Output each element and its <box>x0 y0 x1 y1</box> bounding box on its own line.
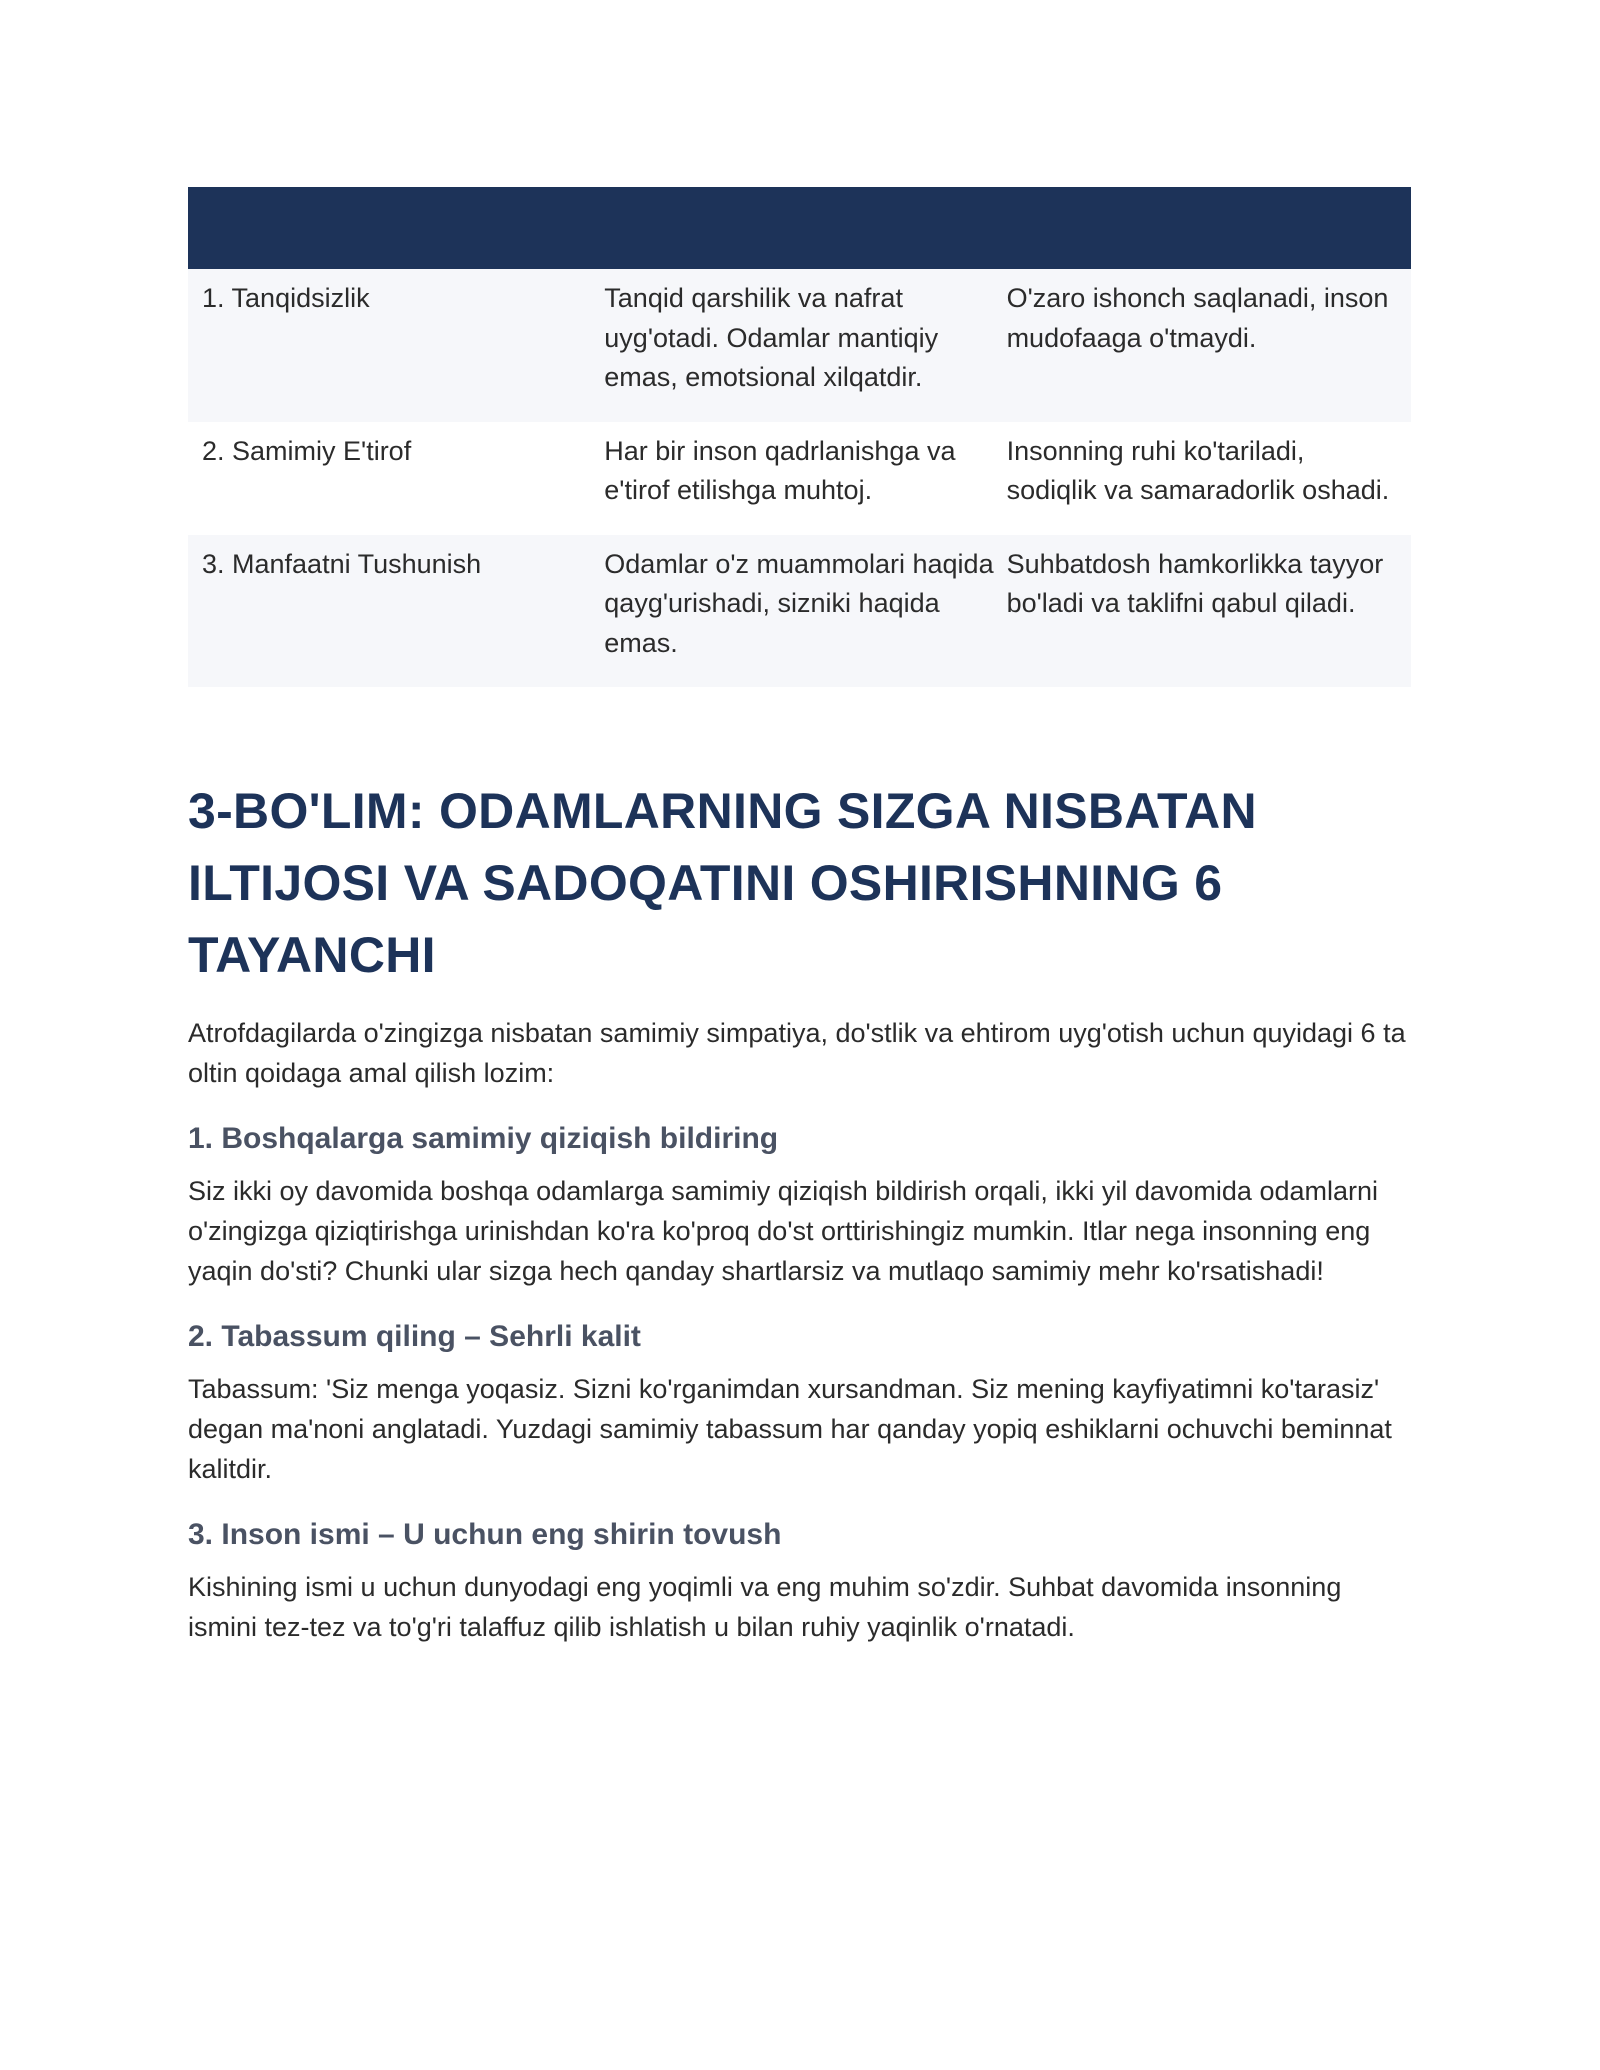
table-cell-principle: 3. Manfaatni Tushunish <box>202 548 482 579</box>
table-cell-reason: Odamlar o'z muammolari haqida qayg'urishadi, sizniki haqida emas. <box>604 548 994 658</box>
rule-text-2: Tabassum: 'Siz menga yoqasiz. Sizni ko'rganimdan xursandman. Siz mening kayfiyatimni ko'tarasiz' degan ma'noni anglatadi. Yuzdagi samimiy tabassum har qanday yopiq eshiklarni ochuvchi beminnat kalitdir. <box>188 1374 1392 1484</box>
table-cell-result: Insonning ruhi ko'tariladi, sodiqlik va samaradorlik oshadi. <box>1006 435 1390 505</box>
table-cell-result: Suhbatdosh hamkorlikka tayyor bo'ladi va taklifni qabul qiladi. <box>1006 548 1384 618</box>
table-cell-principle: 2. Samimiy E'tirof <box>202 435 412 466</box>
rule-heading-1: 1. Boshqalarga samimiy qiziqish bildiring <box>188 1122 779 1155</box>
table-row <box>188 269 1411 422</box>
table-cell-reason: Har bir inson qadrlanishga va e'tirof etilishga muhtoj. <box>604 435 956 505</box>
section-title: 3-BO'LIM: ODAMLARNING SIZGA NISBATAN ILTIJOSI VA SADOQATINI OSHIRISHNING 6 TAYANCHI <box>188 783 1257 983</box>
document-page <box>188 187 1411 1647</box>
table-header-bar <box>188 187 1411 269</box>
rule-text-3: Kishining ismi u uchun dunyodagi eng yoqimli va eng muhim so'zdir. Suhbat davomida insonning ismini tez-tez va to'g'ri talaffuz qilib ishlatish u bilan ruhiy yaqinlik o'rnatadi. <box>188 1572 1342 1642</box>
rule-heading-3: 3. Inson ismi – U uchun eng shirin tovush <box>188 1518 782 1551</box>
rule-heading-2: 2. Tabassum qiling – Sehrli kalit <box>188 1320 641 1353</box>
table-cell-result: O'zaro ishonch saqlanadi, inson mudofaaga o'tmaydi. <box>1006 283 1389 353</box>
principles-table <box>188 187 1411 687</box>
table-cell-reason: Tanqid qarshilik va nafrat uyg'otadi. Odamlar mantiqiy emas, emotsional xilqatdir. <box>604 283 939 392</box>
table-cell-principle: 1. Tanqidsizlik <box>202 283 370 313</box>
rule-text-1: Siz ikki oy davomida boshqa odamlarga samimiy qiziqish bildirish orqali, ikki yil davomida odamlarni o'zingizga qiziqtirishga urinishdan ko'ra ko'proq do'st orttirishingiz mumkin. Itlar nega insonning eng yaqin do'sti? Chunki ular sizga hech qanday shartlarsiz va mutlaqo samimiy mehr ko'rsatishadi! <box>188 1176 1379 1286</box>
section-intro: Atrofdagilarda o'zingizga nisbatan samimiy simpatiya, do'stlik va ehtirom uyg'otish uchun quyidagi 6 ta oltin qoidaga amal qilish lozim: <box>188 1018 1406 1088</box>
table-row <box>188 422 1411 535</box>
table-row <box>188 535 1411 688</box>
